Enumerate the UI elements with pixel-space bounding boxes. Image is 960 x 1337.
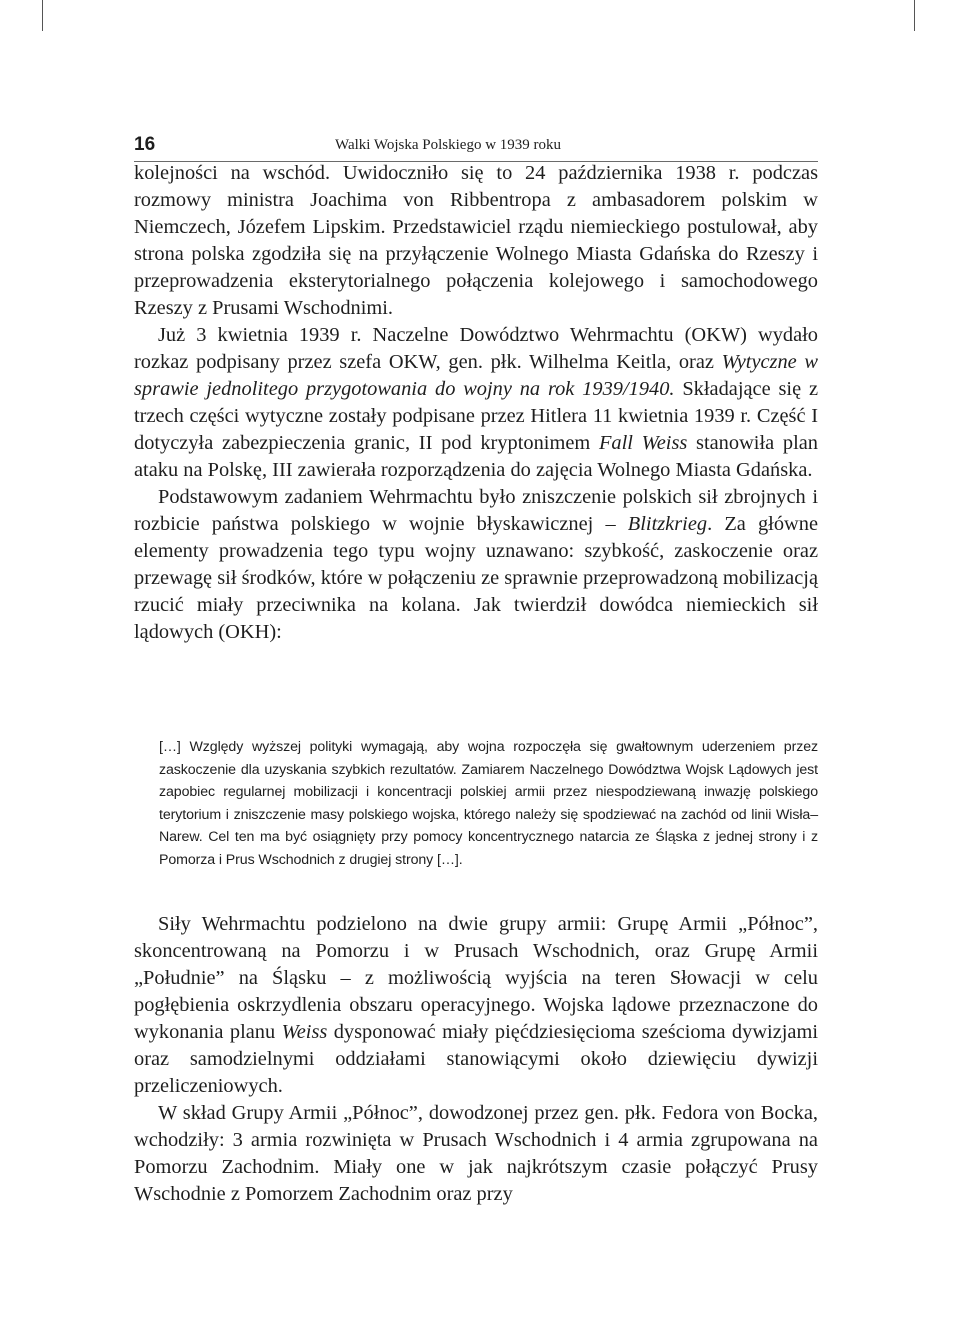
crop-mark-right <box>914 0 915 31</box>
crop-mark-left <box>42 0 43 31</box>
block-quote <box>159 736 818 872</box>
directive-title: Wytyczne w sprawie jednolitego przygotowania do wojny na rok 1939/1940. <box>134 351 818 400</box>
codename-fall-weiss: Fall Weiss <box>598 432 688 454</box>
page-number: 16 <box>134 134 156 155</box>
paragraph-text: . Za główne elementy prowadzenia tego typu wojny uznawano: szybkość, zaskoczenie oraz przewagę sił środków, które w połączeniu ze sprawnie przeprowadzoną mobilizacją rzucić miały przeciwnika na kolana. Jak twierdził dowódca niemieckich sił lądowych (OKH): <box>134 513 818 643</box>
paragraph-text: Składające się z trzech części wytyczne zostały podpisane przez Hitlera 11 kwietnia 1939 r. Część I dotyczyła zabezpieczenia granic, II pod kryptonimem <box>134 378 818 454</box>
paragraph-text: stanowiła plan ataku na Polskę, III zawierała rozporządzenia do zajęcia Wolnego Miasta Gdańska. <box>134 432 818 481</box>
paragraph-army-north: W skład Grupy Armii „Północ”, dowodzonej przez gen. płk. Fedora von Bocka, wchodziły: 3 armia rozwinięta w Prusach Wschodnich i 4 armia zgrupowana na Pomorzu Zachodnim. Miały one w jak najkrótszym czasie połączyć Prusy Wschodnie z Pomorzem Zachodnim oraz przy <box>134 1102 818 1205</box>
paragraph-okw-directive <box>134 322 818 484</box>
paragraph-continuation: kolejności na wschód. Uwidoczniło się to 24 października 1938 r. podczas rozmowy ministra Joachima von Ribbentropa z ambasadorem polskim w Niemczech, Józefem Lipskim. Przedstawiciel rządu niemieckiego postulował, aby strona polska zgodziła się na przyłączenie Wolnego Miasta Gdańska do Rzeszy i przeprowadzenia eksterytorialnego połączenia kolejowego i samochodowego Rzeszy z Prusami Wschodnimi. <box>134 162 818 319</box>
paragraph-text: dysponować miały pięćdziesięcioma sześcioma dywizjami oraz samodzielnymi oddziałami stanowiącymi około dziewięciu dywizji przeliczeniowych. <box>134 1021 819 1097</box>
codename-weiss: Weiss <box>281 1021 328 1043</box>
paragraph-blitzkrieg <box>134 484 818 646</box>
term-blitzkrieg: Blitzkrieg <box>627 513 708 535</box>
quote-text: […] Względy wyższej polityki wymagają, aby wojna rozpoczęła się gwałtownym uderzeniem przez zaskoczenie dla uzyskania szybkich rezultatów. Zamiarem Naczelnego Dowództwa Wojsk Lądowych jest zapobiec regularnej mobilizacji i koncentracji polskiej armii przez niespodziewaną inwazję polskiego terytorium i zniszczenie masy polskiego wojska, którego należy się spodziewać na zachód od linii Wisła–Narew. Cel ten ma być osiągnięty przy pomocy koncentrycznego natarcia ze Śląska z jednej strony i z Pomorza i Prus Wschodnich z drugiej strony […]. <box>159 739 818 868</box>
body-text-lower <box>134 911 818 1208</box>
page-header <box>134 131 818 162</box>
paragraph-text: Siły Wehrmachtu podzielono na dwie grupy armii: Grupę Armii „Północ”, skoncentrowaną na Pomorzu i w Prusach Wschodnich, oraz Grupę Armii „Południe” na Śląsku – z możliwością wyjścia na teren Słowacji w celu pogłębienia oskrzydlenia obszaru operacyjnego. Wojska lądowe przeznaczone do wykonania planu <box>134 913 818 1043</box>
running-title: Walki Wojska Polskiego w 1939 roku <box>335 137 562 153</box>
body-text-upper <box>134 160 818 646</box>
paragraph-text: Już 3 kwietnia 1939 r. Naczelne Dowództwo Wehrmachtu (OKW) wydało rozkaz podpisany przez szefa OKW, gen. płk. Wilhelma Keitla, oraz <box>134 324 818 373</box>
paragraph-army-groups <box>134 911 818 1100</box>
paragraph-text: Podstawowym zadaniem Wehrmachtu było zniszczenie polskich sił zbrojnych i rozbicie państwa polskiego w wojnie błyskawicznej – <box>134 486 818 535</box>
